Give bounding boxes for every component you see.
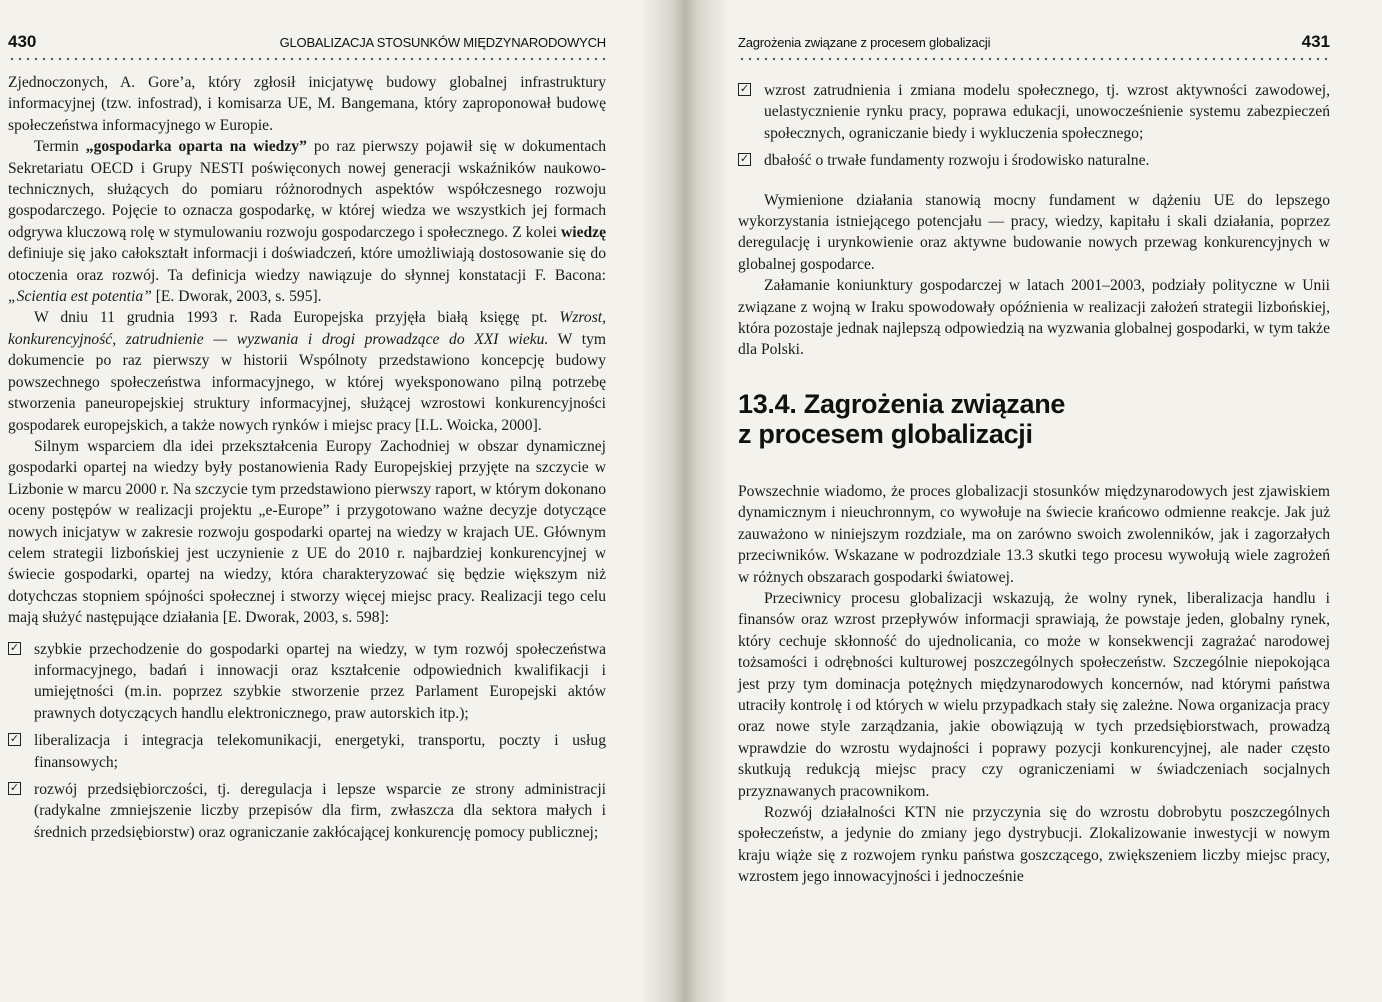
list-item (738, 150, 1330, 171)
paragraph: Wymienione działania stanowią mocny fundament w dążeniu UE do lepszego wykorzystania istniejącego potencjału — pracy, wiedzy, kapitału i skali działania, poprzez deregulację i urynkowienie oraz aktywne budowanie nowych przewag konkurencyjnych w globalnej gospodarce. (738, 191, 1330, 273)
page-number: 430 (8, 32, 37, 51)
text-run: [E. Dworak, 2003, s. 595]. (151, 288, 322, 306)
paragraph: Rozwój działalności KTN nie przyczynia się do wzrostu dobrobytu poszczególnych społeczeństw, a jedynie do zmiany jego dystrybucji. Zlokalizowanie inwestycji w nowym kraju wiąże się z rozwojem rynku państwa goszczącego, zwiększeniem liczby miejsc pracy, wzrostem jego innowacyjności i jednocześnie (738, 803, 1330, 886)
dotted-rule (8, 56, 606, 62)
list-item-text: wzrost zatrudnienia i zmiana modelu społecznego, tj. wzrost aktywności zawodowej, uelastycznienie rynku pracy, poprawa edukacji, unowocześnienie systemu zabezpieczeń społecznych, ograniczanie biedy i wykluczenia społecznego; (764, 82, 1330, 142)
paragraph: Przeciwnicy procesu globalizacji wskazują, że wolny rynek, liberalizacja handlu i finansów oraz wzrost przepływów informacji sprawiają, że powstaje jeden, globalny rynek, który cechuje skłonność do ujednolicania, co może w konsekwencji zagrażać narodowej tożsamości i odrębności kulturowej poszczególnych społeczeństw. Szczególnie niepokojąca jest przy tym dominacja potężnych międzynarodowych koncernów, nad którymi państwa utraciły kontrolę i od których w wielu przypadkach stały się zależne. Nowa organizacja pracy oraz nowe style zarządzania, jakie obowiązują w tych przedsiębiorstwach, prowadzą wprawdzie do wzrostu wydajności i poprawy pozycji konkurencyjnej, ale nader często skutkują redukcją miejsc pracy czy ograniczeniami w świadczeniach socjalnych przyznawanych pracownikom. (738, 589, 1330, 800)
book-gutter (640, 0, 730, 1002)
checkbox-checked-icon: ✓ (9, 781, 20, 794)
list-item (8, 730, 606, 773)
section-heading-line: z procesem globalizacji (738, 418, 1033, 449)
checkbox-checked-icon: ✓ (9, 732, 20, 746)
section-heading (738, 389, 1330, 449)
paragraph: Zjednoczonych, A. Gore’a, który zgłosił inicjatywę budowy globalnej infrastruktury informacyjnej (tzw. infostrad), i komisarza UE, M. Bangemana, który zaproponował budowę społeczeństwa informacyjnego w Europie. (8, 74, 606, 134)
paragraph: Załamanie koniunktury gospodarczej w latach 2001–2003, podziały polityczne w Unii związane z wojną w Iraku spowodowały opóźnienia w realizacji założeń strategii lizbońskiej, która pozostaje jednak najlepszą odpowiedzią na wyzwania globalnej gospodarki, w tym także dla Polski. (738, 277, 1330, 359)
checkbox-checked-icon: ✓ (9, 640, 20, 654)
text-run: po raz pierwszy pojawił się w dokumentach Sekretariatu OECD i Grupy NESTI poświęconych nowej generacji wskaźników naukowo-technicznych, służących do pomiaru różnorodnych aspektów współczesnego rozwoju gospodarczego. Pojęcie to oznacza gospodarkę, w której wiedza we wszystkich jej formach odgrywa kluczową rolę w stymulowaniu rozwoju gospodarczego i społecznego. Z kolei (8, 138, 606, 241)
right-page-header (738, 32, 1330, 56)
right-page (730, 0, 1382, 1002)
running-head: Zagrożenia związane z procesem globalizacji (738, 35, 991, 50)
right-page-body (738, 80, 1330, 888)
checkbox-checked-icon: ✓ (739, 82, 750, 95)
section-heading-line: 13.4. Zagrożenia związane (738, 388, 1066, 419)
italic-title: Wzrost, konkurencyjność, zatrudnienie — wyzwania i drogi prowadzące do XXI wieku. (8, 309, 606, 348)
list-item (738, 80, 1330, 144)
bold-term: „gospodarka oparta na wiedzy” (85, 138, 307, 156)
list-item (8, 639, 606, 725)
list-item-text: dbałość o trwałe fundamenty rozwoju i środowisko naturalne. (764, 152, 1150, 170)
paragraph (8, 136, 606, 307)
page-number: 431 (1301, 32, 1330, 51)
spacer (738, 178, 1330, 190)
italic-quote: „Scientia est potentia” (8, 288, 152, 306)
list-item-text: szybkie przechodzenie do gospodarki opartej na wiedzy, w tym rozwój społeczeństwa informacyjnego, badań i innowacji oraz kształcenie odpowiednich kwalifikacji i umiejętności (m.in. poprzez szybkie stworzenie przez Parlament Europejski aktów prawnych dotyczących handlu elektronicznego, praw autorskich itp.); (34, 640, 606, 722)
list-item (8, 779, 606, 843)
list-item-text: rozwój przedsiębiorczości, tj. deregulacja i lepsze wsparcie ze strony administracji (radykalne zmniejszenie liczby przepisów dla firm, zwłaszcza dla sektora małych i średnich przedsiębiorstw) oraz ograniczanie zakłócającej konkurencję pomocy publicznej; (34, 781, 606, 841)
bullet-list (738, 80, 1330, 172)
text-run: definiuje się jako całokształt informacji i doświadczeń, które umożliwiają dostosowanie się do otoczenia oraz rozwój. Ta definicja wiedzy nawiązuje do słynnej konstatacji F. Bacona: (8, 245, 606, 284)
left-page-header (8, 32, 606, 56)
list-item-text: liberalizacja i integracja telekomunikacji, energetyki, transportu, poczty i usług finansowych; (34, 732, 606, 771)
paragraph: Silnym wsparciem dla idei przekształcenia Europy Zachodniej w obszar dynamicznej gospodarki opartej na wiedzy były postanowienia Rady Europejskiej przyjęte na szczycie w Lizbonie w marcu 2000 r. Na szczycie tym przedstawiono pierwszy raport, w którym dokonano oceny postępów w realizacji projektu „e-Europe” i przygotowano ważne decyzje dotyczące nowych inicjatyw w zakresie rozwoju gospodarki opartej na wiedzy w krajach UE. Głównym celem strategii lizbońskiej jest uczynienie z UE do 2010 r. najbardziej konkurencyjnej w świecie gospodarki, opartej na wiedzy, która charakteryzować się będzie większym niż dotychczas stopniem spójności społecznej i stworzy więcej miejsc pracy. Realizacji tego celu mają służyć następujące działania [E. Dworak, 2003, s. 598]: (8, 437, 606, 627)
left-page-body (8, 72, 606, 849)
text-run: Termin (34, 138, 86, 156)
checkbox-checked-icon: ✓ (739, 152, 750, 166)
dotted-rule (738, 56, 1330, 62)
running-head: GLOBALIZACJA STOSUNKÓW MIĘDZYNARODOWYCH (279, 35, 606, 50)
paragraph: Powszechnie wiadomo, że proces globalizacji stosunków międzynarodowych jest zjawiskiem dynamicznym i nieuchronnym, co wywołuje na świecie krańcowo odmienne reakcje. Jak już zauważono w niniejszym rozdziale, ma on zarówno swoich zwolenników, jak i zagorzałych przeciwników. Wskazane w podrozdziale 13.3 skutki tego procesu wywołują wiele zagrożeń w różnych obszarach gospodarki światowej. (738, 482, 1330, 586)
bold-term: wiedzę (560, 223, 606, 241)
bullet-list (8, 639, 606, 844)
text-run: W tym dokumencie po raz pierwszy w historii Wspólnoty przedstawiono koncepcję budowy powszechnego społeczeństwa informacyjnego, w której wyeksponowano pilną potrzebę stworzenia paneuropejskiej struktury informacyjnej, służącej wzrostowi konkurencyjności gospodarek europejskich, a także nowych rynków i miejsc pracy [I.L. Woicka, 2000]. (8, 330, 606, 434)
paragraph (8, 307, 606, 435)
left-page (0, 0, 650, 1002)
text-run: W dniu 11 grudnia 1993 r. Rada Europejska przyjęła białą księgę pt. (34, 309, 560, 327)
